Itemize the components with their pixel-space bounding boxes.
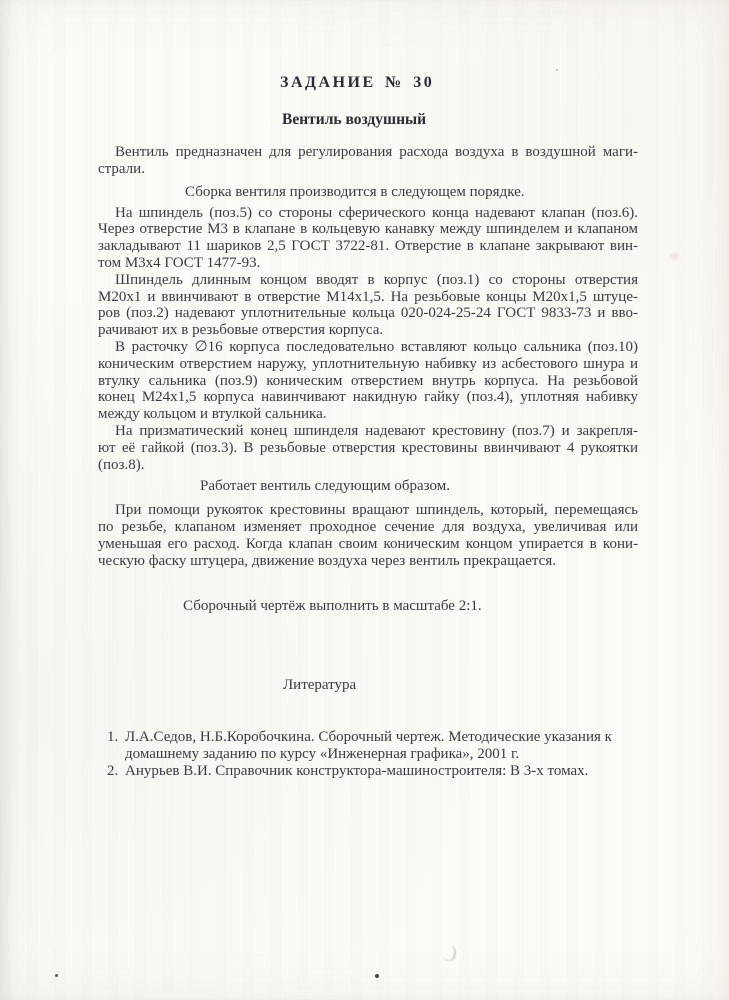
scan-speck (55, 974, 58, 977)
text-line: Анурьев В.И. Справочник конструктора-машиностроителя: В 3-х томах. (125, 762, 589, 779)
assignment-title: ЗАДАНИЕ № 30 (280, 74, 435, 91)
text-line: уменьшая его расход. Когда клапан своим коническим концом упирается в кони- (98, 535, 638, 552)
text-line: коническим отверстием наружу, уплотнительную набивку из асбестового шнура и (98, 355, 638, 372)
paragraph-assembly-step-1 (98, 205, 638, 272)
text-line: закладывают 11 шариков 2,5 ГОСТ 3722-81. Отверстие в клапане закрывают вин- (98, 238, 638, 255)
list-item-text (125, 729, 638, 763)
paragraph-operation (98, 502, 638, 569)
text-line: страли. (98, 160, 145, 177)
text-line: ют её гайкой (поз.3). В резьбовые отверстия крестовины ввинчивают 4 рукоятки (98, 439, 638, 456)
scan-stain (670, 253, 679, 260)
operation-heading: Работает вентиль следующим образом. (200, 478, 450, 495)
text-line: том М3х4 ГОСТ 1477-93. (98, 254, 261, 271)
text-line: (поз.8). (98, 456, 145, 473)
text-line: рачивают их в резьбовые отверстия корпуса. (98, 322, 384, 339)
text-line: между кольцом и втулкой сальника. (98, 406, 327, 423)
literature-heading: Литература (283, 676, 357, 693)
text-line: Через отверстие М3 в клапане в кольцевую канавку между шпинделем и клапаном (98, 221, 638, 238)
text-line: М20х1 и ввинчивают в отверстие М14х1,5. На резьбовые концы М20х1,5 штуце- (98, 288, 638, 305)
scan-speck (556, 69, 558, 71)
list-item-number: 1. (107, 728, 119, 745)
paragraph-intro (98, 144, 638, 178)
text-line: В расточку ∅16 корпуса последовательно вставляют кольцо сальника (поз.10) (115, 338, 638, 355)
literature-item (98, 763, 638, 780)
literature-item (98, 729, 638, 763)
text-line: втулку сальника (поз.9) коническим отверстием внутрь корпуса. На резьбовой (98, 372, 638, 389)
text-line: конец М24х1,5 корпуса навинчивают накидную гайку (поз.4), уплотняя набивку (98, 389, 638, 406)
pencil-smudge (443, 944, 458, 962)
text-line: Л.А.Седов, Н.Б.Коробочкина. Сборочный чертеж. Методические указания к (125, 728, 612, 745)
list-item-number: 2. (107, 762, 119, 779)
paragraph-assembly-step-3 (98, 339, 638, 423)
text-line: При помощи рукояток крестовины вращают шпиндель, который, перемещаясь (115, 502, 638, 519)
text-line: Вентиль предназначен для регулирования расхода воздуха в воздушной маги- (115, 144, 638, 160)
text-line: На призматический конец шпинделя надевают крестовину (поз.7) и закрепля- (115, 422, 638, 439)
text-line: Шпиндель длинным концом вводят в корпус (поз.1) со стороны отверстия (115, 271, 638, 288)
assembly-order-heading: Сборка вентиля производится в следующем порядке. (185, 183, 525, 200)
list-item-text (125, 763, 638, 780)
text-line: ров (поз.2) надевают уплотнительные кольца 020-024-25-24 ГОСТ 9833-73 и вво- (98, 305, 638, 322)
text-line: ческую фаску штуцера, движение воздуха через вентиль прекращается. (98, 552, 556, 569)
text-line: домашнему заданию по курсу «Инженерная графика», 2001 г. (125, 745, 520, 762)
text-line: по резьбе, клапаном изменяет проходное сечение для воздуха, увеличивая или (98, 519, 638, 536)
paragraph-assembly-step-2 (98, 272, 638, 339)
scale-note: Сборочный чертёж выполнить в масштабе 2:1. (183, 597, 482, 614)
scan-speck (375, 974, 379, 978)
text-line: На шпиндель (поз.5) со стороны сферического конца надевают клапан (поз.6). (115, 204, 638, 221)
literature-list (98, 729, 638, 780)
document-subtitle: Вентиль воздушный (282, 111, 427, 128)
paragraph-assembly-step-4 (98, 423, 638, 473)
